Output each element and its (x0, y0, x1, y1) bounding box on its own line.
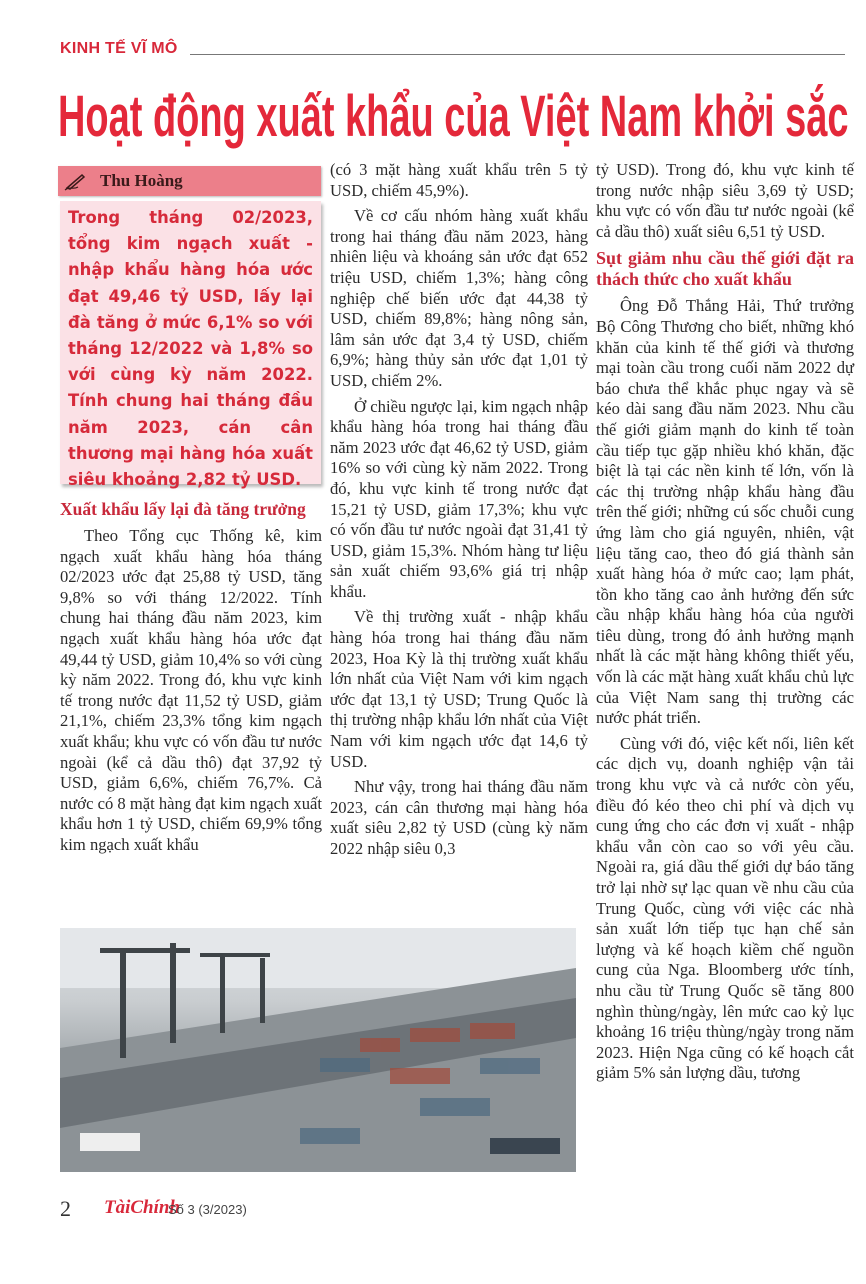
paragraph: Như vậy, trong hai tháng đầu năm 2023, cán cân thương mại hàng hóa xuất siêu 2,82 tỷ USD (cùng kỳ năm 2022 nhập siêu 0,3 (330, 777, 588, 858)
subheading-demand-decline: Sụt giảm nhu cầu thế giới đặt ra thách thức cho xuất khẩu (596, 248, 854, 290)
paragraph: Theo Tổng cục Thống kê, kim ngạch xuất khẩu hàng hóa tháng 02/2023 ước đạt 25,88 tỷ USD, tăng 9,8% so với tháng 12/2022. Tính chung hai tháng đầu năm 2023, kim ngạch xuất khẩu hàng hóa ước đạt 49,44 tỷ USD, giảm 10,4% so với cùng kỳ năm 2022. Trong đó, khu vực kinh tế trong nước đạt 11,52 tỷ USD, giảm 21,1%, chiếm 23,3% tổng kim ngạch xuất khẩu; khu vực có vốn đầu tư nước ngoài (kể cả dầu thô) đạt 37,92 tỷ USD, giảm 6,6%, chiếm 76,7%. Cả nước có 8 mặt hàng đạt kim ngạch xuất khẩu hơn 1 tỷ USD, chiếm 69,9% tổng kim ngạch xuất khẩu (60, 526, 322, 854)
article-title: Hoạt động xuất khẩu của Việt Nam khởi sắc (58, 84, 849, 149)
paragraph: tỷ USD). Trong đó, khu vực kinh tế trong nước nhập siêu 3,69 tỷ USD; khu vực có vốn đầu tư nước ngoài (kể cả dầu thô) xuất siêu 6,51 tỷ USD. (596, 160, 854, 241)
port-illustration (60, 928, 576, 1172)
author-name: Thu Hoàng (100, 171, 183, 190)
magazine-logo: TàiChính (104, 1197, 181, 1218)
pen-icon (64, 171, 88, 191)
paragraph: Cùng với đó, việc kết nối, liên kết các dịch vụ, doanh nghiệp vận tải trong khu vực và cả nước còn yếu, điều đó kéo theo chi phí và dịch vụ cung ứng cho các đơn vị xuất - nhập khẩu vẫn còn cao so với yêu cầu. Ngoài ra, giá dầu thế giới dự báo tăng trở lại nhờ sự lạc quan về nhu cầu của Trung Quốc, cùng với việc các nhà sản xuất lớn tiếp tục hạn chế sản lượng và kế hoạch kiềm chế nguồn cung của Nga. Bloomberg ước tính, nhu cầu từ Trung Quốc sẽ tăng 800 nghìn thùng/ngày, lên mức cao kỷ lục khoảng 16 triệu thùng/ngày trong năm 2023. Hiện Nga cũng có kế hoạch cắt giảm 5% sản lượng dầu, tương (596, 733, 854, 1083)
paragraph: Ông Đỗ Thắng Hải, Thứ trưởng Bộ Công Thương cho biết, những khó khăn của kinh tế thế giới và thương mại toàn cầu trong cuối năm 2022 dự báo chưa thể khắc phục ngay và sẽ kéo dài sang đầu năm 2023. Nhu cầu thế giới giảm mạnh do kinh tế toàn cầu tiếp tục gặp nhiều khó khăn, đặc biệt là tại các nền kinh tế lớn, vốn là các thị trường nhập khẩu hàng đầu trên thế giới; những cú sốc chuỗi cung ứng làm cho giá nguyên, nhiên, vật liệu tăng cao, theo đó giá thành sản xuất hàng hóa ở mức cao; lạm phát, tồn kho tăng cao ảnh hưởng đến sức cầu nhập khẩu hàng hóa của người tiêu dùng, trong đó ảnh hưởng mạnh nhất là các mặt hàng không thiết yếu, vốn là các mặt hàng xuất khẩu chủ lực của Việt Nam sang thị trường các nước phát triển. (596, 296, 854, 728)
page-number: 2 (60, 1196, 71, 1221)
section-divider (190, 54, 845, 55)
paragraph: (có 3 mặt hàng xuất khẩu trên 5 tỷ USD, chiếm 45,9%). (330, 160, 588, 200)
column-1 (60, 526, 322, 861)
article-summary: Trong tháng 02/2023, tổng kim ngạch xuất - nhập khẩu hàng hóa ước đạt 49,46 tỷ USD, lấy lại đà tăng ở mức 6,1% so với tháng 12/2022 và 1,8% so với cùng kỳ năm 2022. Tính chung hai tháng đầu năm 2023, cán cân thương mại hàng hóa xuất siêu khoảng 2,82 tỷ USD. (60, 201, 321, 484)
section-label: KINH TẾ VĨ MÔ (60, 40, 178, 57)
author-byline (58, 166, 321, 196)
issue-number: Số 3 (3/2023) (168, 1202, 247, 1217)
subheading-export-growth: Xuất khẩu lấy lại đà tăng trưởng (60, 499, 306, 519)
column-2 (330, 160, 588, 865)
container-port-photo (60, 928, 576, 1172)
paragraph: Ở chiều ngược lại, kim ngạch nhập khẩu hàng hóa trong hai tháng đầu năm 2023 ước đạt 46,62 tỷ USD, giảm 16% so với cùng kỳ năm 2022. Trong đó, khu vực kinh tế trong nước đạt 15,21 tỷ USD, giảm 17,3%; khu vực có vốn đầu tư nước ngoài đạt 31,41 tỷ USD, giảm 15,3%. Nhóm hàng tư liệu sản xuất chiếm 93,6% giá trị nhập khẩu. (330, 396, 588, 601)
paragraph: Về cơ cấu nhóm hàng xuất khẩu trong hai tháng đầu năm 2023, hàng nhiên liệu và khoáng sản ước đạt 652 triệu USD, chiếm 1,3%; hàng công nghiệp chế biến ước đạt 44,38 tỷ USD, chiếm 89,8%; hàng nông sản, lâm sản ước đạt 3,4 tỷ USD, chiếm 6,9%; hàng thủy sản ước đạt 1,01 tỷ USD, chiếm 2%. (330, 206, 588, 390)
column-3 (596, 160, 854, 1089)
paragraph: Về thị trường xuất - nhập khẩu hàng hóa trong hai tháng đầu năm 2023, Hoa Kỳ là thị trường xuất khẩu lớn nhất của Việt Nam với kim ngạch ước đạt 13,1 tỷ USD; Trung Quốc là thị trường nhập khẩu lớn nhất của Việt Nam với kim ngạch ước đạt 14,6 tỷ USD. (330, 607, 588, 771)
